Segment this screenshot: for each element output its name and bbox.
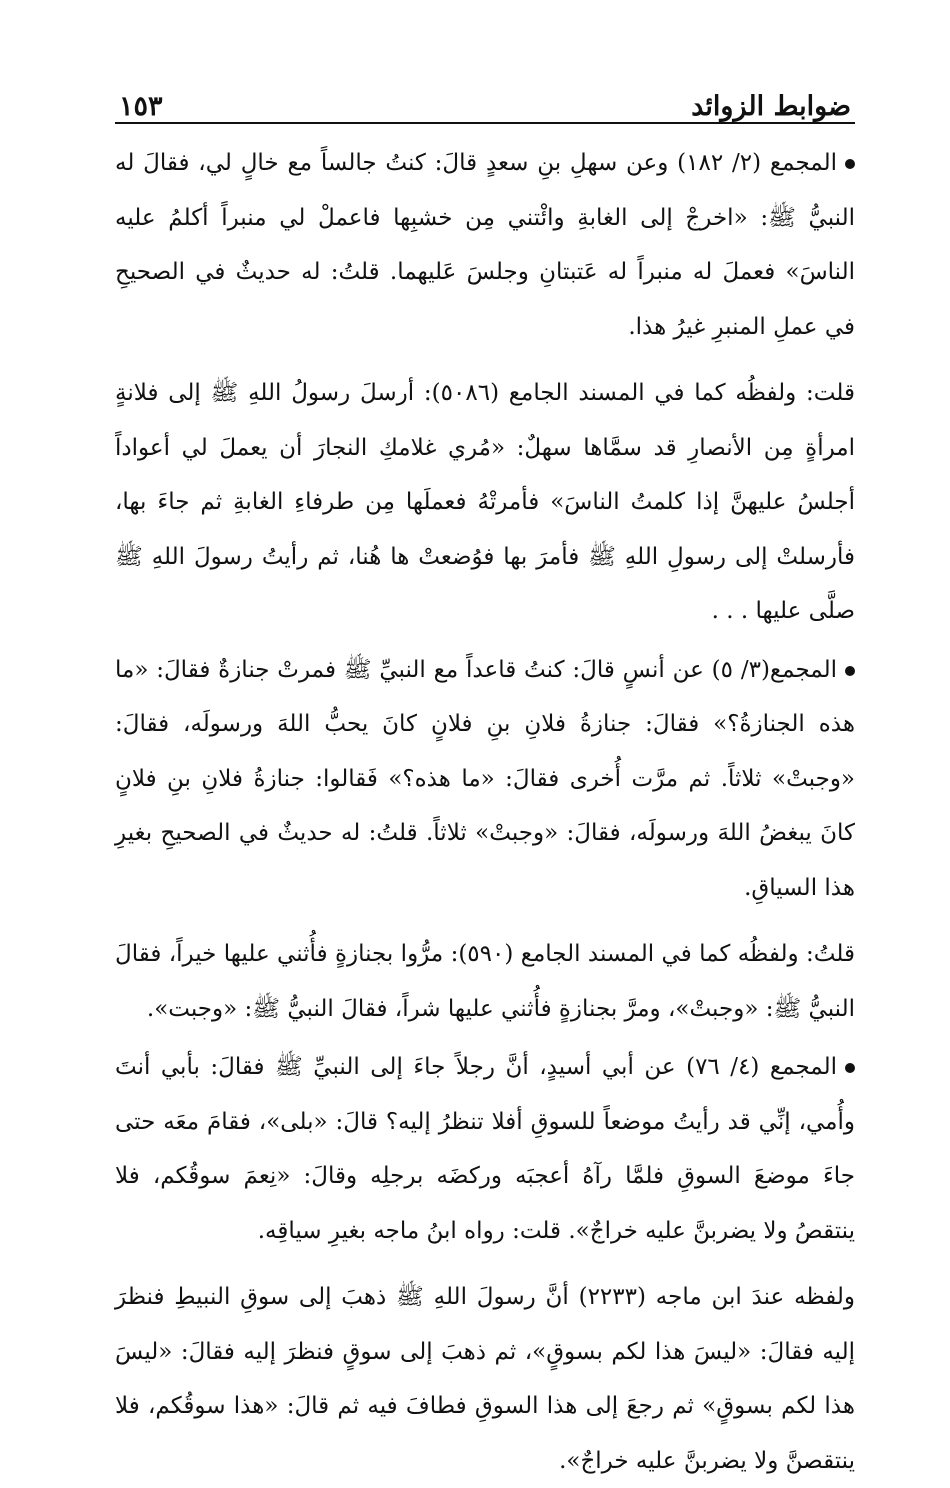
paragraph-majma-76 xyxy=(115,1040,855,1258)
running-title: ضوابط الزوائد xyxy=(691,91,851,122)
paragraph-text: قلت: ولفظُه كما في المسند الجامع (٥٠٨٦): أرسلَ رسولُ اللهِ ﷺ إلى فلانةٍ امرأةٍ مِن الأنصارِ قد سمَّاها سهلٌ: «مُري غلامكِ النجارَ أن يعملَ لي أعواداً أجلسُ عليهنَّ إذا كلمتُ الناسَ» فأمرتْهُ فعملَها مِن طرفاءِ الغابةِ ثم جاءَ بها، فأرسلتْ إلى رسولِ اللهِ ﷺ فأمرَ بها فوُضعتْ ها هُنا، ثم رأيتُ رسولَ اللهِ ﷺ صلَّى عليها . . . xyxy=(115,380,855,624)
page-number: ١٥٣ xyxy=(119,91,163,122)
book-page xyxy=(115,78,855,1488)
paragraph-majma-182 xyxy=(115,136,855,354)
bullet-icon xyxy=(845,159,855,169)
paragraph-musnad-5086 xyxy=(115,366,855,639)
paragraph-text: ولفظه عندَ ابن ماجه (٢٢٣٣) أنَّ رسولَ اللهِ ﷺ ذهبَ إلى سوقِ النبيطِ فنظرَ إليه فقالَ: «ليسَ هذا لكم بسوقٍ»، ثم ذهبَ إلى سوقٍ فنظرَ إليه فقالَ: «ليسَ هذا لكم بسوقٍ» ثم رجعَ إلى هذا السوقِ فطافَ فيه ثم قالَ: «هذا سوقُكم، فلا ينتقصنَّ ولا يضربنَّ عليه خراجٌ». xyxy=(115,1284,856,1474)
paragraph-ibn-majah-2233 xyxy=(115,1270,855,1488)
paragraph-majma-5 xyxy=(115,643,855,916)
bullet-icon xyxy=(845,1063,855,1073)
page-header xyxy=(115,78,855,124)
paragraph-text: المجمع(٣/ ٥) عن أنسٍ قالَ: كنتُ قاعداً مع النبيِّ ﷺ فمرتْ جنازةٌ فقالَ: «ما هذه الجنازةُ؟» فقالَ: جنازةُ فلانِ بنِ فلانٍ كانَ يحبُّ اللهَ ورسولَه، فقالَ: «وجبتْ» ثلاثاً. ثم مرَّت أُخرى فقالَ: «ما هذه؟» فَقالوا: جنازةُ فلانِ بنِ فلانٍ كانَ يبغضُ اللهَ ورسولَه، فقالَ: «وجبتْ» ثلاثاً. قلتُ: له حديثٌ في الصحيحِ بغيرِ هذا السياقِ. xyxy=(115,656,855,901)
paragraph-text: قلتُ: ولفظُه كما في المسند الجامع (٥٩٠): مرُّوا بجنازةٍ فأُثني عليها خيراً، فقالَ النبيُّ ﷺ: «وجبتْ»، ومرَّ بجنازةٍ فأُثني عليها شراً، فقالَ النبيُّ ﷺ: «وجبت». xyxy=(115,941,855,1022)
paragraph-text: المجمع (٢/ ١٨٢) وعن سهلِ بنِ سعدٍ قالَ: كنتُ جالساً مع خالٍ لي، فقالَ له النبيُّ ﷺ: «اخرجْ إلى الغابةِ وائْتني مِن خشبِها فاعملْ لي منبراً أكلمُ عليه الناسَ» فعملَ له منبراً له عَتبتانِ وجلسَ عَليهما. قلتُ: له حديثٌ في الصحيحِ في عملِ المنبرِ غيرُ هذا. xyxy=(115,150,855,340)
paragraph-musnad-590 xyxy=(115,927,855,1036)
bullet-icon xyxy=(845,666,855,676)
page-body xyxy=(115,136,855,1488)
paragraph-text: المجمع (٤/ ٧٦) عن أبي أسيدٍ، أنَّ رجلاً جاءَ إلى النبيِّ ﷺ فقالَ: بأبي أنتَ وأُمي، إنِّي قد رأيتُ موضعاً للسوقِ أفلا تنظرُ إليه؟ قالَ: «بلى»، فقامَ معَه حتى جاءَ موضعَ السوقِ فلمَّا رآهُ أعجبَه وركضَه برجلِه وقالَ: «نِعمَ سوقُكم، فلا ينتقصُ ولا يضربنَّ عليه خراجٌ». قلت: رواه ابنُ ماجه بغيرِ سياقِه. xyxy=(115,1054,855,1244)
